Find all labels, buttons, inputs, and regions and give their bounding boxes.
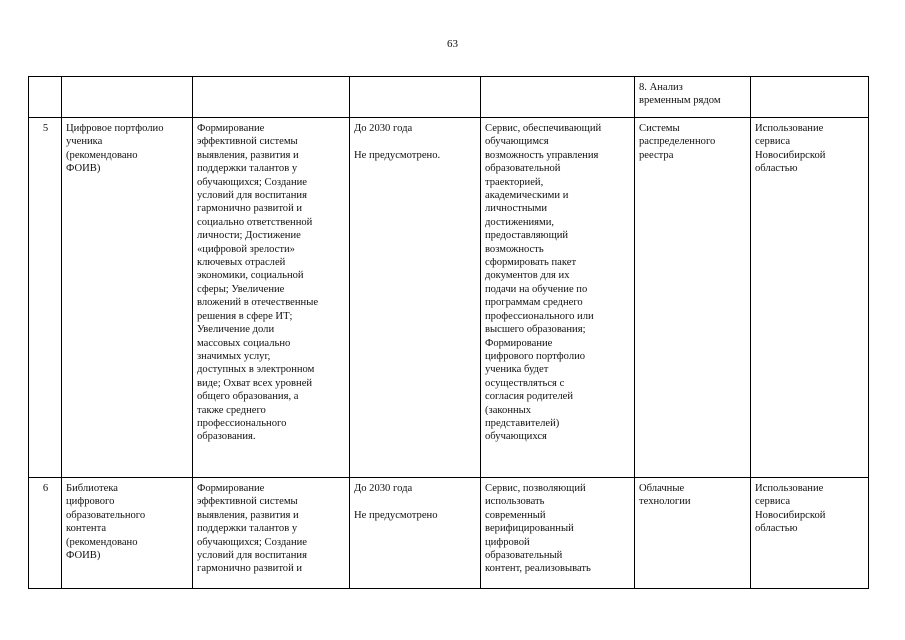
table-row-continuation [29,77,869,118]
description-line: Сервис, обеспечивающий [485,123,602,134]
cell-deadline [350,77,481,118]
cell-methods [635,77,751,118]
deadline-cell [350,118,481,478]
usage-cell [751,478,869,589]
methods-line: 8. Анализ [639,82,683,93]
goals-line: экономики, социальной [197,270,304,282]
description-line: верифицированный [485,523,574,535]
goals-line: ключевых отраслей [197,257,286,269]
goals-line: решения в сфере ИТ; [197,310,293,322]
goals-line: выявления, развития и [197,149,299,161]
description-line: траекторией, [485,176,544,188]
cell-name [62,77,193,118]
funding-text: Не предусмотрено [354,509,438,521]
measures-table [28,76,869,589]
description-line: предоставляющий [485,230,569,242]
deadline-text: До 2030 года [354,123,413,134]
technology-cell [635,118,751,478]
description-line: подачи на обучение по [485,283,588,295]
usage-line: Использование [755,483,824,494]
goals-line: поддержки талантов у [197,523,298,535]
technology-line: распределенного [639,136,716,148]
description-line: представителей) [485,417,560,429]
project-name-line: (рекомендовано [66,149,138,161]
description-line: достижениями, [485,216,555,228]
description-line: образовательной [485,163,561,175]
project-name-line: образовательного [66,509,146,521]
goals-line: гармонично развитой и [197,563,303,575]
goals-line: профессионального [197,417,287,429]
goals-line: Формирование [197,123,265,134]
goals-line: социально ответственной [197,216,313,228]
project-name-line: ФОИВ) [66,550,101,562]
goals-line: массовых социально [197,337,291,349]
goals-line: эффективной системы [197,496,298,508]
goals-line: гармонично развитой и [197,203,303,215]
usage-line: сервиса [755,136,791,148]
usage-line: сервиса [755,496,791,508]
project-name-line: ФОИВ) [66,163,101,175]
usage-line: Использование [755,123,824,134]
description-line: высшего образования; [485,324,586,336]
description-cell [481,478,635,589]
description-line: ученика будет [485,364,549,376]
goals-line: условий для воспитания [197,190,307,202]
goals-line: выявления, развития и [197,509,299,521]
description-line: цифрового портфолио [485,350,586,362]
technology-cell [635,478,751,589]
goals-line: условий для воспитания [197,550,307,562]
description-line: современный [485,509,546,521]
row-number: 5 [29,118,62,478]
table-row [29,118,869,478]
project-name-line: контента [66,523,107,535]
goals-line: сферы; Увеличение [197,283,285,295]
goals-line: «цифровой зрелости» [197,243,295,255]
goals-line: обучающихся; Создание [197,176,307,188]
spacer [354,495,477,508]
technology-line: технологии [639,496,691,508]
description-line: цифровой [485,536,530,548]
description-line: документов для их [485,270,570,282]
goals-line: доступных в электронном [197,364,315,376]
methods-line: временным рядом [639,95,721,107]
description-line: личностными [485,203,548,215]
goals-line: поддержки талантов у [197,163,298,175]
goals-line: вложений в отечественные [197,297,319,309]
project-name-line: ученика [66,136,103,148]
description-line: обучающихся [485,431,547,443]
usage-line: Новосибирской [755,149,826,161]
usage-cell [751,118,869,478]
goals-line: также среднего [197,404,266,416]
description-line: (законных [485,404,532,416]
goals-line: Увеличение доли [197,324,275,336]
usage-line: областью [755,163,798,175]
goals-line: обучающихся; Создание [197,536,307,548]
cell-usage [751,77,869,118]
description-line: использовать [485,496,545,508]
description-line: возможность управления [485,149,599,161]
project-name-line: Цифровое портфолио [66,123,164,134]
row-number: 6 [29,478,62,589]
description-line: Сервис, позволяющий [485,483,586,494]
deadline-text: До 2030 года [354,483,413,494]
description-line: образовательный [485,550,563,562]
description-line: профессионального или [485,310,594,322]
description-line: сформировать пакет [485,257,577,269]
description-line: академическими и [485,190,569,202]
goals-line: виде; Охват всех уровней [197,377,313,389]
description-cell [481,118,635,478]
goals-line: эффективной системы [197,136,298,148]
description-line: согласия родителей [485,391,574,403]
table-row [29,478,869,589]
goals-cell [193,118,350,478]
description-line: Формирование [485,337,553,349]
usage-line: Новосибирской [755,509,826,521]
project-name-line: (рекомендовано [66,536,138,548]
page-number: 63 [447,38,458,50]
goals-cell [193,478,350,589]
project-name-cell [62,478,193,589]
deadline-cell [350,478,481,589]
cell-description [481,77,635,118]
description-line: программам среднего [485,297,583,309]
technology-line: Облачные [639,483,685,494]
project-name-line: цифрового [66,496,115,508]
goals-line: образования. [197,431,256,443]
project-name-cell [62,118,193,478]
goals-line: общего образования, а [197,391,299,403]
cell-goals [193,77,350,118]
description-line: возможность [485,243,544,255]
usage-line: областью [755,523,798,535]
spacer [354,135,477,148]
description-line: осуществляться с [485,377,565,389]
technology-line: Системы [639,123,680,134]
description-line: контент, реализовывать [485,563,591,575]
project-name-line: Библиотека [66,483,119,494]
technology-line: реестра [639,149,674,161]
goals-line: Формирование [197,483,265,494]
goals-line: значимых услуг, [197,350,271,362]
goals-line: личности; Достижение [197,230,301,242]
funding-text: Не предусмотрено. [354,149,441,161]
cell-num [29,77,62,118]
description-line: обучающимся [485,136,549,148]
